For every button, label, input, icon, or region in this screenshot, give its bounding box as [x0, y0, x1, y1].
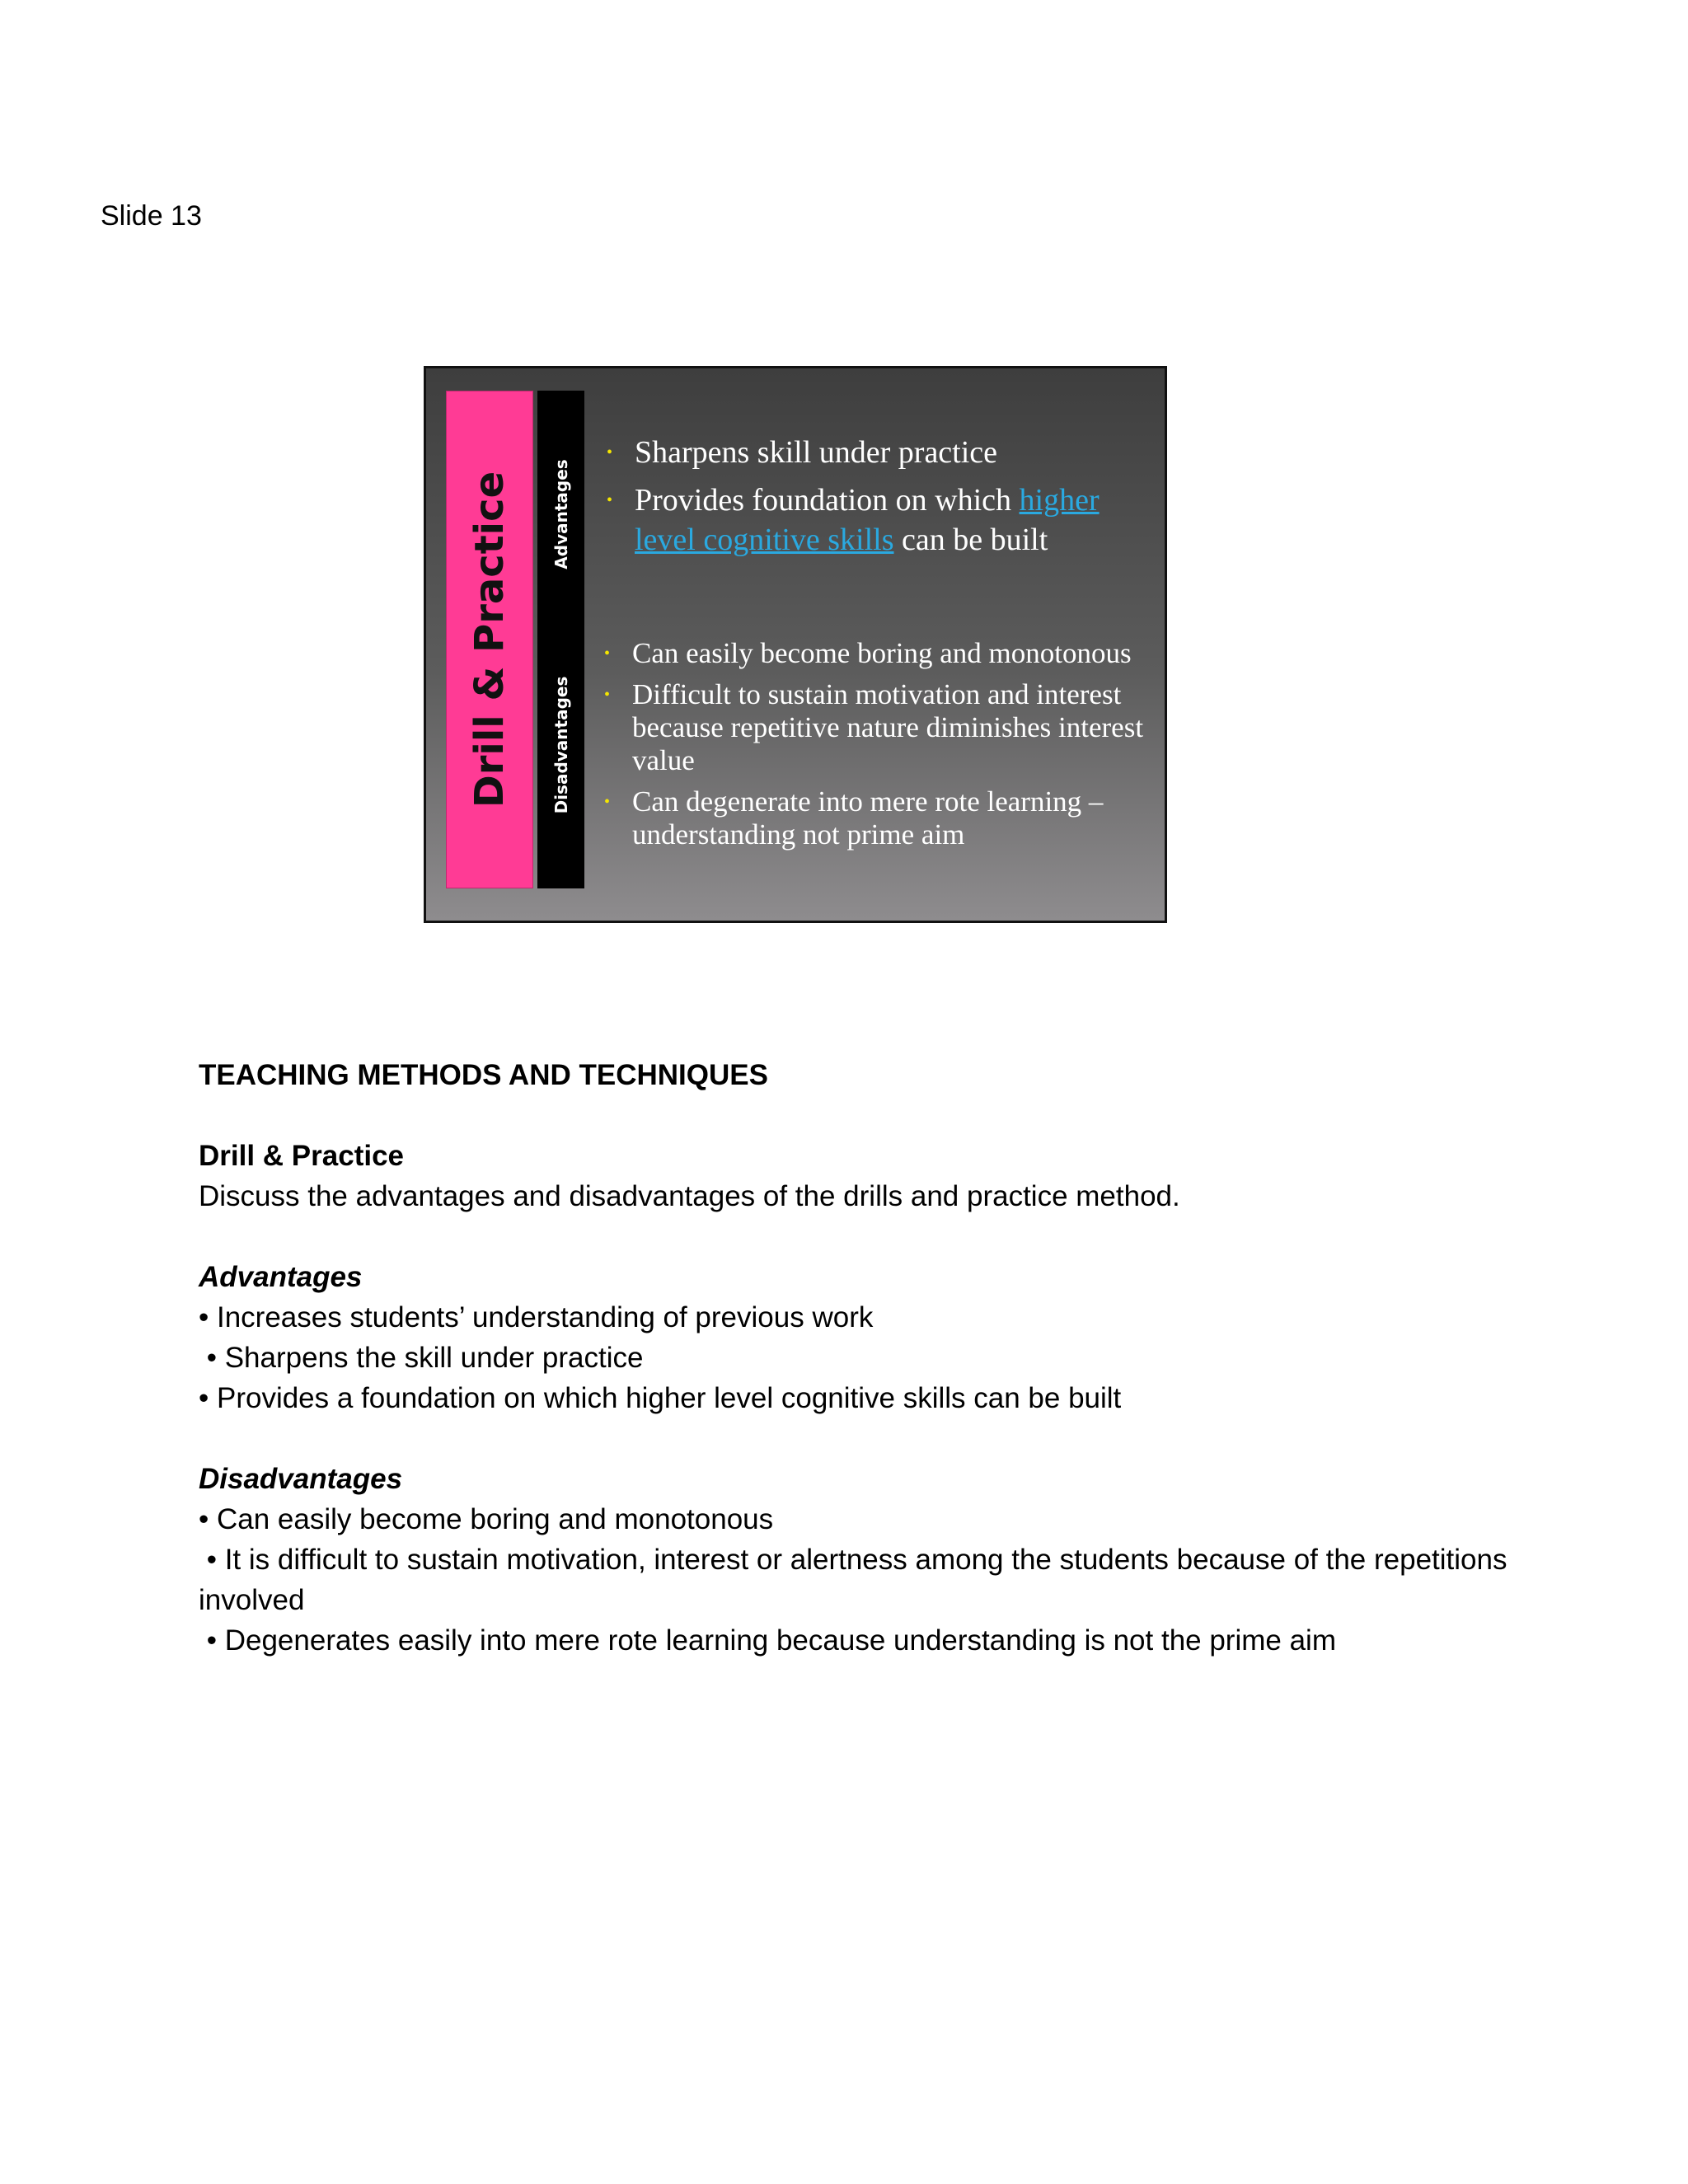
bullet-icon: •: [607, 491, 613, 509]
disadvantages-label: Disadvantages: [551, 676, 571, 814]
notes-disadvantages-heading: Disadvantages: [199, 1463, 403, 1495]
slide-number-label: Slide 13: [101, 200, 202, 232]
slide-title-bar: [446, 391, 533, 888]
speaker-notes: [199, 1055, 1517, 1661]
notes-advantage-item: • Increases students’ understanding of previous work: [199, 1301, 874, 1333]
slide-disadvantage-item: • Difficult to sustain motivation and interest because repetitive nature diminishes interest value: [604, 678, 1144, 776]
slide-advantages-list: [607, 433, 1146, 568]
section-label-bar: [537, 391, 584, 888]
notes-advantage-item: • Sharpens the skill under practice: [199, 1342, 644, 1374]
slide-image: [424, 366, 1167, 923]
slide-advantage-item: • Sharpens skill under practice: [635, 433, 1146, 472]
slide-advantage-item: • Provides foundation on which higher level cognitive skills can be built: [635, 480, 1146, 560]
notes-disadvantage-item: • Degenerates easily into mere rote learning because understanding is not the prime aim: [199, 1624, 1336, 1657]
cognitive-skills-link[interactable]: higher level cognitive skills: [635, 483, 1100, 557]
bullet-icon: •: [604, 644, 611, 663]
bullet-icon: •: [604, 686, 611, 704]
notes-subheading: Drill & Practice: [199, 1140, 404, 1172]
slide-disadvantage-item: • Can easily become boring and monotonous: [604, 637, 1132, 669]
notes-prompt: Discuss the advantages and disadvantages of the drills and practice method.: [199, 1180, 1180, 1212]
notes-heading: TEACHING METHODS AND TECHNIQUES: [199, 1059, 768, 1091]
bullet-icon: •: [604, 793, 611, 811]
slide-disadvantages-list: [604, 637, 1151, 860]
bullet-icon: •: [607, 443, 613, 462]
advantages-label: Advantages: [551, 459, 571, 569]
slide-title: Drill & Practice: [467, 471, 513, 808]
notes-disadvantage-item: • It is difficult to sustain motivation, interest or alertness among the students because of the repetitions involved: [199, 1544, 1516, 1616]
notes-disadvantage-item: • Can easily become boring and monotonous: [199, 1503, 774, 1535]
notes-advantage-item: • Provides a foundation on which higher level cognitive skills can be built: [199, 1382, 1122, 1414]
slide-disadvantage-item: • Can degenerate into mere rote learning – understanding not prime aim: [604, 785, 1104, 851]
notes-advantages-heading: Advantages: [199, 1261, 363, 1293]
